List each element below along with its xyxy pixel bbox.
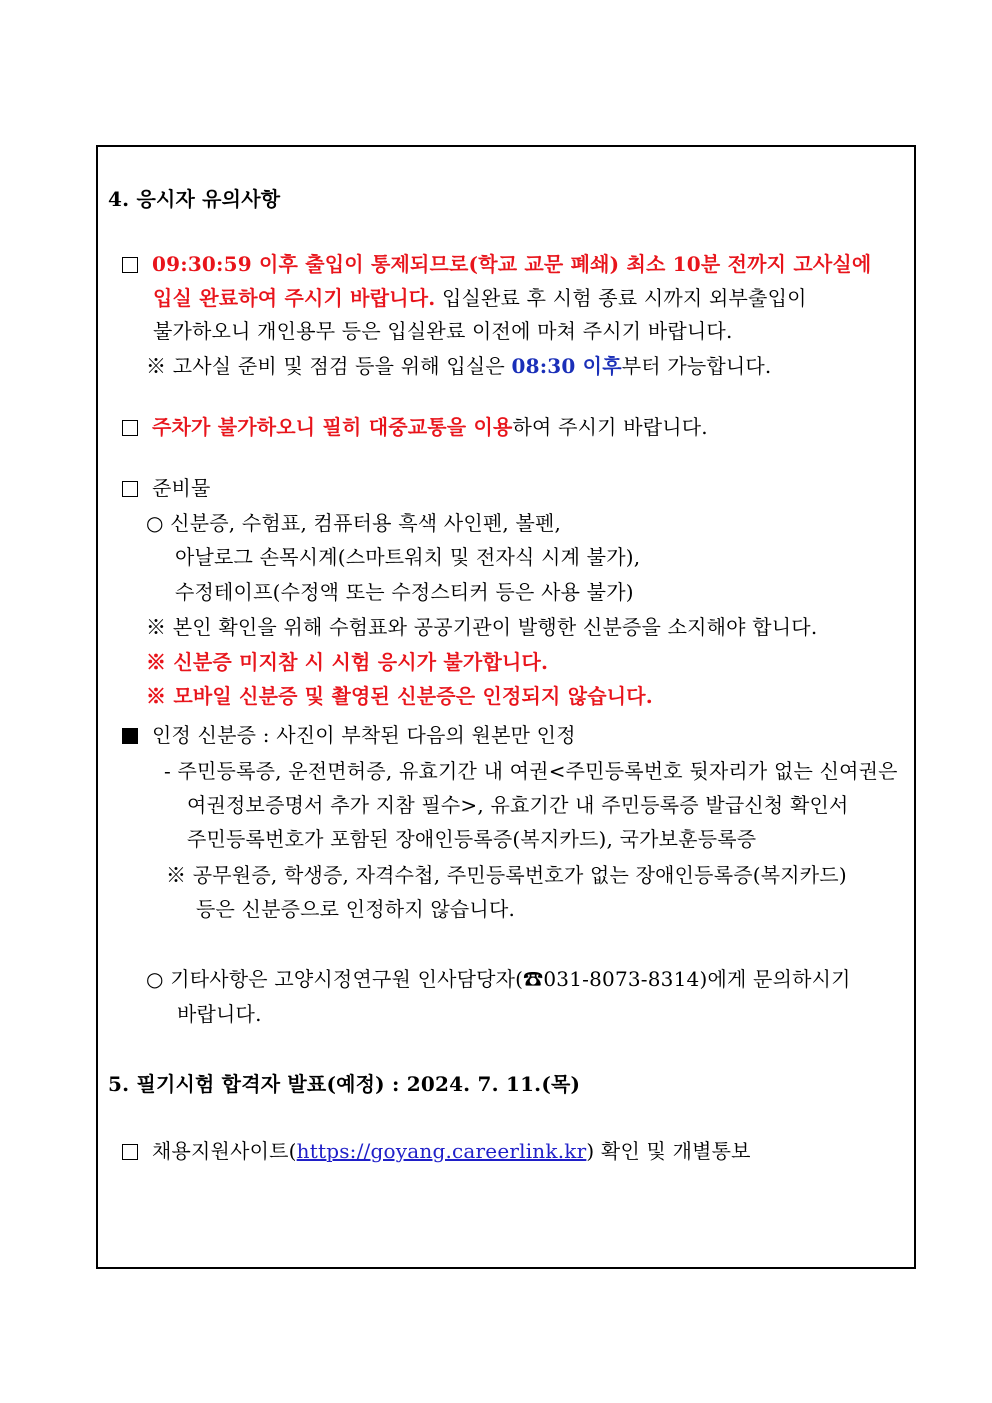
entry-notice-line-2 xyxy=(153,284,807,312)
entry-complete-warning: 입실 완료하여 주시기 바랍니다. xyxy=(153,286,436,310)
id-title xyxy=(122,721,576,749)
id-line-2: 여권정보증명서 추가 지참 필수>, 유효기간 내 주민등록증 발급신청 확인서 xyxy=(187,793,849,817)
prep-note-1: ※ 본인 확인을 위해 수험표와 공공기관이 발행한 신분증을 소지해야 합니다. xyxy=(146,615,818,639)
other-line-1: ○ 기타사항은 고양시정연구원 인사담당자(☎031-8073-8314)에게 문의하시기 xyxy=(146,967,851,991)
entry-control-warning: 09:30:59 이후 출입이 통제되므로(학교 교문 폐쇄) 최소 10분 전까지 고사실에 xyxy=(152,252,872,276)
parking-notice-tail: 하여 주시기 바랍니다. xyxy=(512,415,708,439)
entry-time-note-post: 부터 가능합니다. xyxy=(621,354,772,378)
prep-item-2: 아날로그 손목시계(스마트워치 및 전자식 시계 불가), xyxy=(175,545,641,569)
other-line-2: 바랍니다. xyxy=(177,1002,262,1026)
section-4-heading: 4. 응시자 유의사항 xyxy=(108,187,281,211)
parking-warning: 주차가 불가하오니 필히 대중교통을 이용 xyxy=(152,415,513,439)
checkbox-icon xyxy=(122,420,138,436)
id-line-1: - 주민등록증, 운전면허증, 유효기간 내 여권<주민등록번호 뒷자리가 없는 신여권은 xyxy=(164,759,898,783)
entry-notice-line-1 xyxy=(122,250,871,278)
parking-notice xyxy=(122,413,708,441)
prep-note-2: ※ 신분증 미지참 시 시험 응시가 불가합니다. xyxy=(146,650,549,674)
prep-title-text: 준비물 xyxy=(152,476,211,500)
checkbox-icon xyxy=(122,481,138,497)
entry-time-note xyxy=(146,352,771,380)
prep-note-3: ※ 모바일 신분증 및 촬영된 신분증은 인정되지 않습니다. xyxy=(146,684,653,708)
announcement-pre: 채용지원사이트( xyxy=(152,1139,297,1163)
checkbox-icon xyxy=(122,257,138,273)
prep-title xyxy=(122,474,211,502)
entry-notice-line-3: 불가하오니 개인용무 등은 입실완료 이전에 마쳐 주시기 바랍니다. xyxy=(153,319,733,343)
announcement-post: ) 확인 및 개별통보 xyxy=(586,1139,751,1163)
checkbox-icon xyxy=(122,1144,138,1160)
prep-item-1: ○ 신분증, 수험표, 컴퓨터용 흑색 사인펜, 볼펜, xyxy=(146,511,562,535)
id-note-2: 등은 신분증으로 인정하지 않습니다. xyxy=(196,897,516,921)
id-note-1: ※ 공무원증, 학생증, 자격수첩, 주민등록번호가 없는 장애인등록증(복지카드) xyxy=(166,863,847,887)
id-title-text: 인정 신분증 : 사진이 부착된 다음의 원본만 인정 xyxy=(152,723,576,747)
entry-time-note-pre: ※ 고사실 준비 및 점검 등을 위해 입실은 xyxy=(146,354,512,378)
filled-square-icon xyxy=(122,728,138,744)
section-5-heading: 5. 필기시험 합격자 발표(예정) : 2024. 7. 11.(목) xyxy=(108,1072,581,1096)
entry-outside-notice: 입실완료 후 시험 종료 시까지 외부출입이 xyxy=(435,286,807,310)
careerlink-link[interactable]: https://goyang.careerlink.kr xyxy=(296,1139,587,1163)
id-line-3: 주민등록번호가 포함된 장애인등록증(복지카드), 국가보훈등록증 xyxy=(187,827,757,851)
announcement-line xyxy=(122,1137,751,1165)
entry-time-highlight: 08:30 이후 xyxy=(511,354,622,378)
prep-item-3: 수정테이프(수정액 또는 수정스티커 등은 사용 불가) xyxy=(175,580,634,604)
